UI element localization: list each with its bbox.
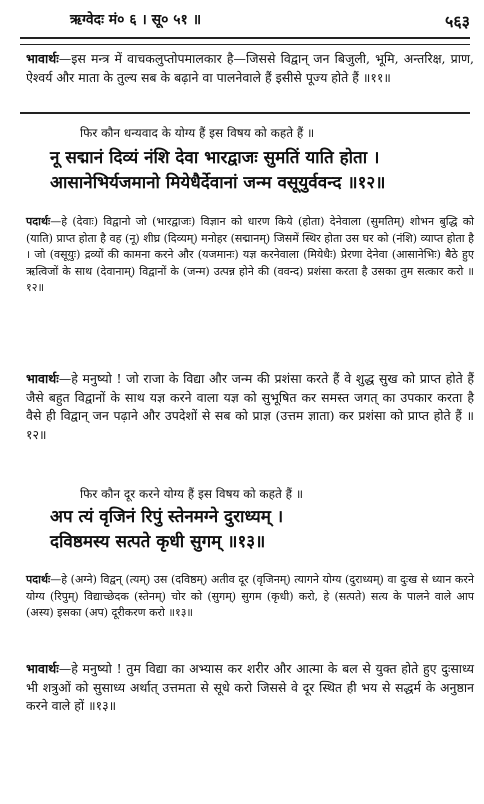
bhavarth-text: —इस मन्त्र में वाचकलुप्तोपमालकार है—जिससे विद्वान् जन बिजुली, भूमि, अन्तरिक्ष, प्राण, ऐश्वर्य और माता के तुल्य सब के बढ़ाने वा पालनेवाले हैं इसीसे पूज्य होते हैं ॥११॥: [26, 51, 474, 85]
mantra-line: नू सद्मानं दिव्यं नंशि देवा भारद्वाजः सुमतिं याति होता ।: [50, 148, 380, 168]
intro-12: फिर कौन धन्यवाद के योग्य हैं इस विषय को कहते हैं ॥: [80, 126, 315, 140]
padarth-text: —हे (अग्ने) विद्वन् (त्यम्) उस (दविष्ठम्) अतीव दूर (वृजिनम्) त्यागने योग्य (दुराध्यम्) वा दुःख से ध्यान करने योग्य (रिपुम्) विद्याच्छेदक (स्तेनम्) चोर को (सुगम्) सुगम (कृधी) करो, हे (सत्पते) सत्य के पालने वाले आप (अस्य) इसका (अप) दूरीकरण करो ॥१३॥: [26, 573, 474, 619]
bhavarth-label: भावार्थः: [26, 51, 59, 66]
padarth-13: [26, 572, 474, 622]
mantra-13: [50, 505, 470, 555]
bhavarth-11: [26, 50, 474, 87]
header-rule: [20, 37, 470, 45]
bhavarth-text: —हे मनुष्यो ! तुम विद्या का अभ्यास कर शरीर और आत्मा के बल से युक्त होते हुए दुःसाध्य भी शत्रुओं को सुसाध्य अर्थात् उत्तमता से सूधे करो जिससे वे दूर स्थित ही भय से सद्धर्म के अनुष्ठान करने वाले हों ॥१३॥: [26, 661, 474, 713]
padarth-text: —हे (देवाः) विद्वानो जो (भारद्वाजः) विज्ञान को धारण किये (होता) देनेवाला (सुमतिम्) शोभन बुद्धि को (याति) प्राप्त होता है वह (नू) शीघ्र (दिव्यम्) मनोहर (सद्मानम्) जिसमें स्थिर होता उस घर को (नंशि) व्याप्त होता है । जो (वसूयुः) द्रव्यों की कामना करने और (यजमानः) यज्ञ करनेवाला (मियेधैः) प्रेरणा देनेवा (आसानेभिः) बैठे हुए ऋत्विजों के साथ (देवानाम्) विद्वानों के (जन्म) उत्पन्न होने की (ववन्द) प्रशंसा करता है उसका तुम सत्कार करो ॥१२॥: [26, 215, 474, 294]
running-title: ऋग्वेदः मं० ६ । सू० ५१ ॥: [70, 12, 202, 28]
mantra-line: दविष्ठमस्य सत्पते कृधी सुगम् ॥१३॥: [50, 532, 266, 552]
intro-13: फिर कौन दूर करने योग्य हैं इस विषय को कहते हैं ॥: [80, 487, 304, 501]
bhavarth-label: भावार्थः: [26, 371, 59, 386]
bhavarth-label: भावार्थः: [26, 661, 59, 676]
mantra-12: [50, 146, 470, 196]
bhavarth-text: —हे मनुष्यो ! जो राजा के विद्या और जन्म की प्रशंसा करते हैं वे शुद्ध सुख को प्राप्त होते हैं जैसे बहुत विद्वानों के साथ यज्ञ करने वाला यज्ञ को सुभूषित कर समस्त जगत् का उपकार करता है वैसे ही विद्वान् जन पढ़ाने और उपदेशों से सब को प्राज्ञ (उत्तम ज्ञाता) कर प्रशंसा को प्राप्त होते हैं ॥१२॥: [26, 371, 474, 442]
padarth-label: पदार्थः: [26, 573, 51, 586]
padarth-12: [26, 214, 474, 297]
mantra-line: आसानेभिर्यजमानो मियेधैर्देवानां जन्म वसूयुर्ववन्द ॥१२॥: [50, 173, 386, 193]
bhavarth-12: [26, 370, 474, 444]
page-header: [70, 10, 470, 36]
section-rule: [20, 112, 470, 114]
bhavarth-13: [26, 660, 474, 716]
padarth-label: पदार्थः: [26, 215, 51, 228]
mantra-line: अप त्यं वृजिनं रिपुं स्तेनमग्ने दुराध्यम् ।: [50, 507, 284, 527]
page-number: ५६३: [445, 12, 470, 31]
